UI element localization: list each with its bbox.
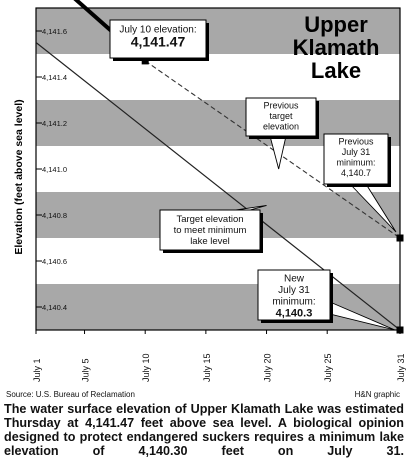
- callout-previous_target: [246, 98, 319, 169]
- y-tick-label: 4,141.6: [42, 27, 68, 36]
- y-tick-label: 4,140.4: [42, 303, 68, 312]
- callout-line: 4,140.3: [275, 307, 313, 320]
- source-note: Source: U.S. Bureau of Reclamation: [6, 390, 135, 399]
- title-line: Upper: [304, 12, 368, 37]
- caption: The water surface elevation of Upper Klamath Lake was estimated Thursday at 4,141.47 feet above sea level. A biological opinion designed to protect endangered suckers requires a minimum lake elevation of 4,140.30 feet on July 31.: [4, 402, 404, 458]
- y-tick-label: 4,141.0: [42, 165, 68, 174]
- graphic-credit: H&N graphic: [354, 390, 400, 399]
- title-line: Klamath: [292, 35, 380, 60]
- callout-pointer: [270, 136, 286, 169]
- callout-line: July 31: [341, 147, 371, 157]
- y-tick-label: 4,140.8: [42, 211, 68, 220]
- y-axis-ticks: [36, 27, 67, 312]
- callout-target: [160, 206, 267, 254]
- chart-title: [293, 12, 380, 83]
- x-tick-label: July 31: [396, 353, 406, 382]
- y-tick-label: 4,141.2: [42, 119, 68, 128]
- callout-line: Previous: [338, 136, 374, 147]
- callout-july10: [110, 20, 209, 61]
- x-tick-label: July 15: [201, 353, 212, 382]
- y-tick-label: 4,141.4: [42, 73, 68, 82]
- title-line: Lake: [310, 58, 362, 83]
- x-tick-label: July 5: [80, 358, 91, 382]
- callout-line: Target elevation: [176, 214, 244, 225]
- x-tick-label: July 20: [262, 353, 273, 382]
- y-axis-label: Elevation (feet above sea level): [13, 99, 25, 255]
- x-axis-ticks: [32, 330, 406, 382]
- data-marker: [397, 235, 404, 242]
- x-tick-label: July 25: [323, 353, 334, 382]
- x-tick-label: July 1: [32, 358, 42, 382]
- shaded-band: [36, 284, 400, 330]
- callout-line: elevation: [262, 121, 300, 132]
- callout-line: 4,141.47: [130, 33, 186, 50]
- callout-line: July 31: [278, 285, 310, 296]
- data-marker: [397, 327, 404, 334]
- callout-line: lake level: [190, 236, 230, 247]
- callout-line: minimum:: [336, 157, 376, 168]
- callout-line: 4,140.7: [340, 168, 372, 178]
- callout-line: New: [283, 273, 305, 285]
- callout-line: target: [269, 111, 293, 121]
- callout-line: Previous: [263, 100, 299, 111]
- callout-line: to meet minimum: [173, 225, 247, 236]
- x-tick-label: July 10: [141, 353, 152, 382]
- y-tick-label: 4,140.6: [42, 257, 68, 266]
- callout-line: minimum:: [272, 296, 316, 308]
- callout-line: July 10 elevation:: [119, 24, 197, 36]
